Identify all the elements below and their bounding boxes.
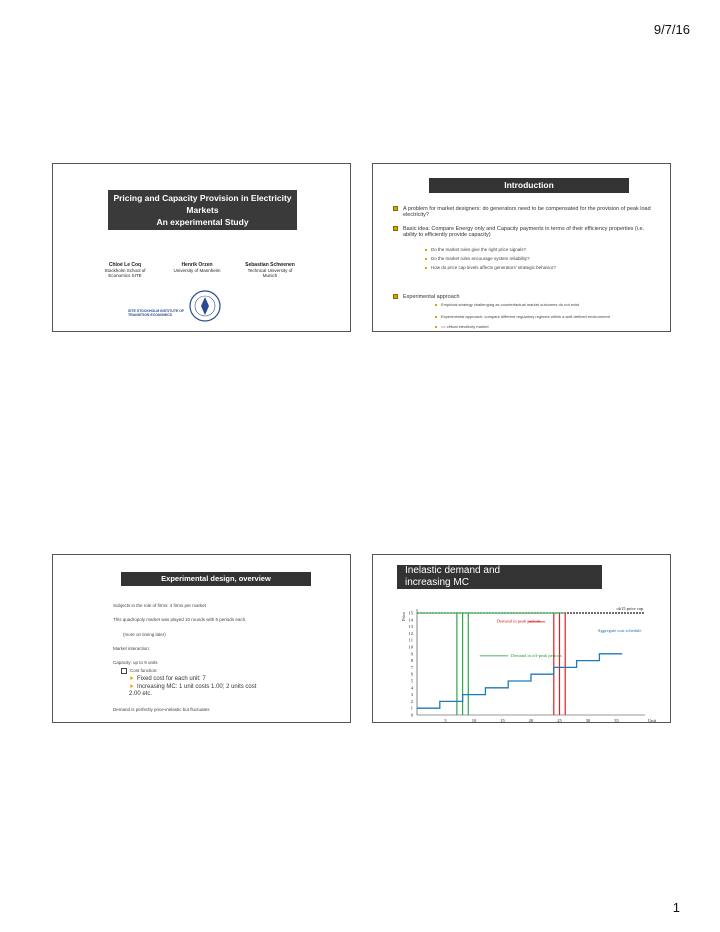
x-tick-label: 35 [614,718,619,722]
slide1-title: Pricing and Capacity Provision in Electricity Markets An experimental Study [108,190,297,230]
demand-cost-chart [373,555,670,722]
intro-sub-2: Do the market rules encourage system reliability? [425,256,645,261]
y-tick-label: 10 [408,644,413,650]
bullet-icon [393,294,398,299]
slide-experimental-design [52,554,351,723]
cost-schedule-annotation: Aggregate cost schedule [597,628,642,634]
page-number: 1 [672,900,680,915]
logo-text: SITE STOCKHOLM INSTITUTE OF TRANSITION ECONOMICS [128,309,185,317]
y-tick-label: 3 [410,692,413,698]
y-axis-label: Price [401,611,406,621]
design-line-2: This quadropoly market was played 10 rounds with 6 periods each. [113,617,247,622]
slide-inelastic-demand [372,554,671,723]
slide2-title: Introduction [429,178,629,193]
intro-bullet-3: Experimental approach [403,294,460,300]
site-logo-icon [188,289,222,323]
price-cap-label: ok15 price cap [616,606,643,611]
author-1: Chloé Le Coq Stockholm School of Economics SITE [104,262,146,278]
bullet-icon [393,206,398,211]
slide3-title: Experimental design, overview [121,572,311,586]
design-line-4: Market interaction: [113,646,151,651]
intro-sub-1: Do the market rules give the right price signals? [425,247,645,252]
peak-demand-annotation: Demand in peak periods [496,618,541,624]
y-tick-label: 6 [410,671,413,677]
y-tick-label: 11 [408,637,413,643]
aggregate-cost-line [417,654,622,708]
y-tick-label: 15 [408,610,413,616]
y-tick-label: 9 [410,651,413,657]
x-axis-label: Unit [648,718,657,722]
x-tick-label: 15 [500,718,505,722]
y-tick-label: 13 [408,624,413,630]
design-line-6: Cost function: [121,668,158,674]
design-line-1: Subjects in the role of firms: 4 firms per market [113,603,207,608]
y-tick-label: 0 [410,712,413,718]
intro-sub-5: Experimental approach: compare different regulatory regimes within a well-defined environment [435,314,650,319]
y-tick-label: 4 [410,685,413,691]
intro-sub-4: Empirical strategy challenging as counterfactual market outcomes do not exist [435,302,650,307]
design-line-7: ➤ Fixed cost for each unit: 7 [129,676,206,682]
intro-sub-6: => virtual electricity market [435,324,650,329]
off-peak-demand-annotation: Demand in off-peak periods [511,653,562,659]
intro-sub-3: How do price cap levels affects generators' strategic behavior? [425,265,615,270]
author-3: Sebastian Schwenen Technical University of Munich [245,262,295,278]
design-line-8: ➤ Increasing MC: 1 unit costs 1.00; 2 units cost 2.00 etc. [129,684,257,697]
x-tick-label: 20 [528,718,534,722]
y-tick-label: 1 [410,705,413,711]
x-tick-label: 25 [557,718,562,722]
slide-introduction [372,163,671,332]
y-tick-label: 8 [410,658,413,664]
design-line-3: (more on timing later) [123,632,166,637]
x-tick-label: 5 [444,718,447,722]
x-tick-label: 30 [585,718,591,722]
author-2: Henrik Orzen University of Mannheim [173,262,221,273]
slide4-title: Inelastic demand and increasing MC [397,565,602,589]
y-tick-label: 12 [408,630,413,636]
design-line-9: Demand is perfectly price-inelastic but fluctuates [113,707,210,712]
y-tick-label: 5 [410,678,413,684]
intro-bullet-1: A problem for market designers: do generators need to be compensated for the provision of peak load electricity? [403,206,651,218]
bullet-icon [393,226,398,231]
y-tick-label: 2 [410,698,413,704]
x-tick-label: 10 [471,718,477,722]
design-line-5: Capacity: up to 9 units [113,660,158,665]
y-tick-label: 14 [408,617,413,623]
intro-bullet-2: Basic idea: Compare Energy only and Capacity payments in terms of their efficiency properties (i.e. ability to efficiently provide capacity) [403,226,645,238]
page-date: 9/7/16 [653,22,690,37]
slide-title [52,163,351,332]
y-tick-label: 7 [410,664,413,670]
